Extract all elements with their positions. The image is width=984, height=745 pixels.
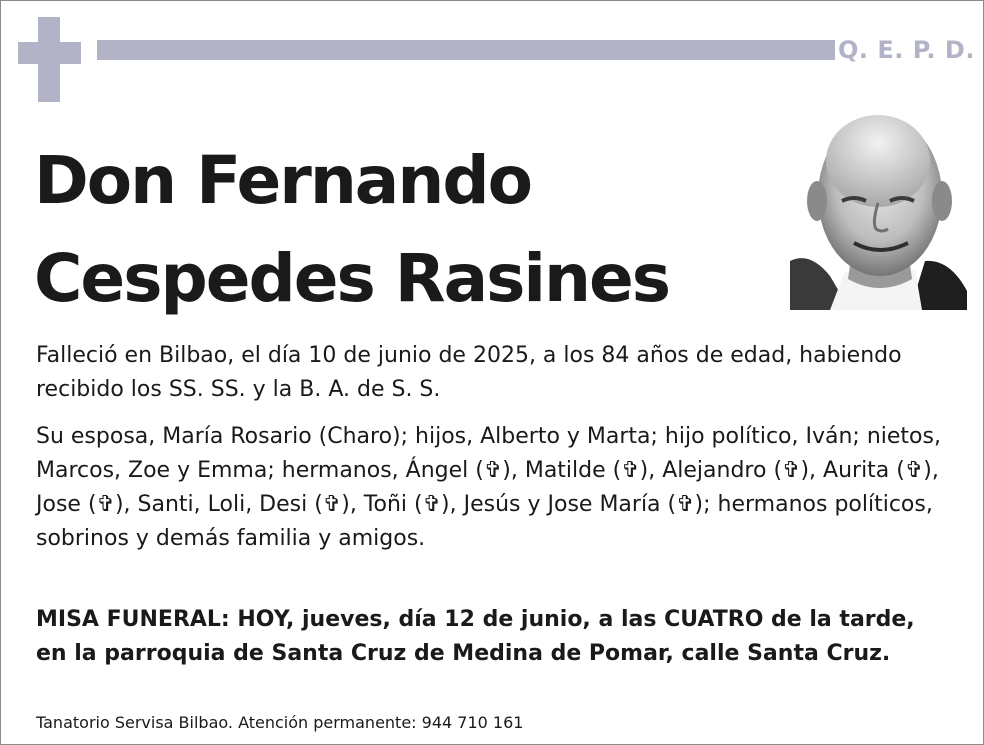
deceased-name	[34, 132, 669, 328]
family-list: Su esposa, María Rosario (Charo); hijos, Alberto y Marta; hijo político, Iván; nietos, Marcos, Zoe y Emma; hermanos, Ángel (✞), Matilde (✞), Alejandro (✞), Aurita (✞), Jose (✞), Santi, Loli, Desi (✞), Toñi (✞), Jesús y Jose María (✞); hermanos políticos, sobrinos y demás familia y amigos.	[36, 424, 941, 551]
deceased-photo	[790, 101, 967, 310]
qepd-label: Q. E. P. D.	[838, 36, 975, 64]
deceased-name-line1: Don Fernando	[34, 142, 531, 219]
deceased-name-line2: Cespedes Rasines	[34, 240, 670, 317]
cross-icon	[18, 17, 81, 102]
death-notice: Falleció en Bilbao, el día 10 de junio de 2025, a los 84 años de edad, habiendo recibido los SS. SS. y la B. A. de S. S.	[36, 343, 902, 402]
funeral-mass-info: MISA FUNERAL: HOY, jueves, día 12 de junio, a las CUATRO de la tarde, en la parroquia de Santa Cruz de Medina de Pomar, calle Santa Cruz.	[36, 607, 915, 666]
header-rule	[97, 40, 835, 60]
funeral-home-info: Tanatorio Servisa Bilbao. Atención permanente: 944 710 161	[36, 713, 524, 732]
